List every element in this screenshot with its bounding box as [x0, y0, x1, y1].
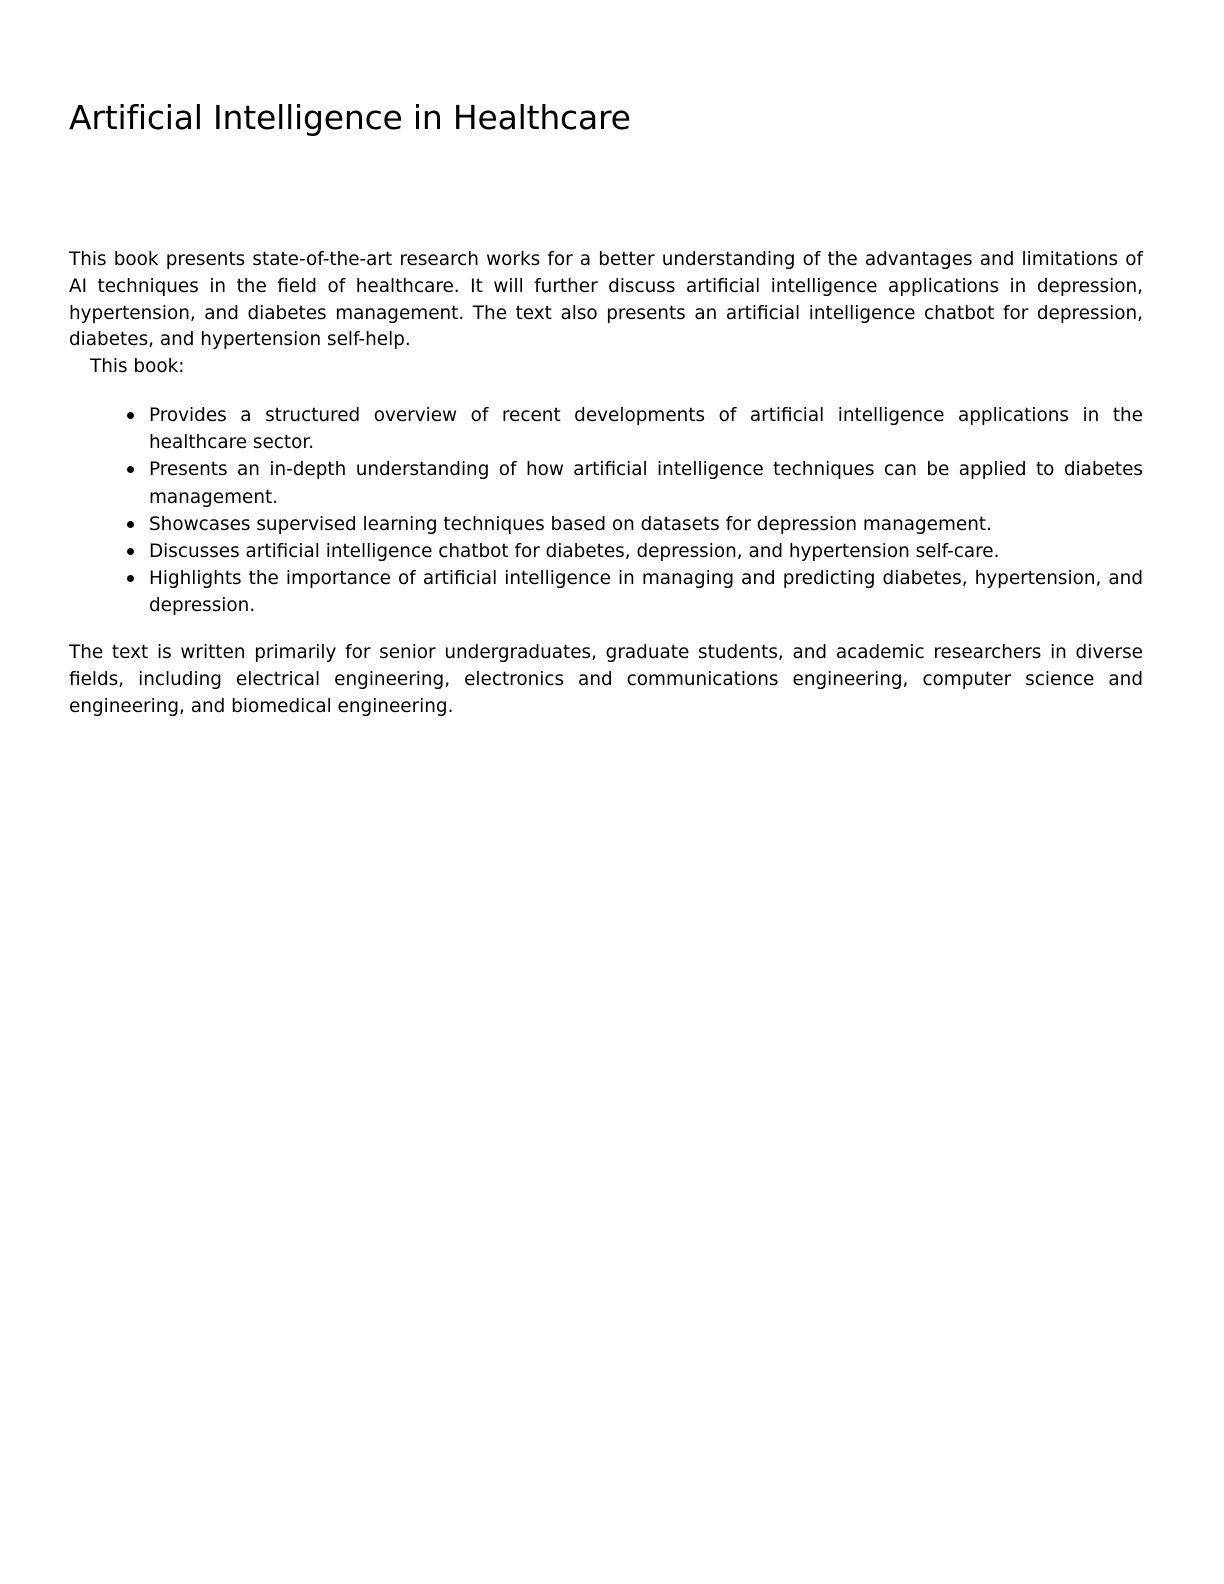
- list-item-text: Highlights the importance of artificial intelligence in managing and predicting diabetes, hypertension, and depression.: [149, 568, 1143, 617]
- feature-list: [69, 402, 1143, 620]
- list-item: [69, 565, 1143, 619]
- list-item-text: Showcases supervised learning techniques based on datasets for depression management.: [149, 513, 992, 535]
- closing-paragraph: The text is written primarily for senior undergraduates, graduate students, and academic researchers in diverse fields, including electrical engineering, electronics and communications engineering, computer science and engineering, and biomedical engineering.: [69, 642, 1143, 717]
- list-item: [69, 456, 1143, 510]
- bullet-icon: [127, 575, 134, 582]
- list-item-text: Presents an in-depth understanding of how artificial intelligence techniques can be applied to diabetes management.: [149, 459, 1143, 508]
- bullet-icon: [127, 521, 134, 528]
- list-item: [69, 511, 1143, 538]
- list-item-text: Provides a structured overview of recent developments of artificial intelligence applications in the healthcare sector.: [149, 405, 1143, 454]
- book-title: Artificial Intelligence in Healthcare: [69, 98, 631, 137]
- bullet-icon: [127, 466, 134, 473]
- list-item: [69, 538, 1143, 565]
- bullet-icon: [127, 548, 134, 555]
- list-item: [69, 402, 1143, 456]
- list-item-text: Discusses artificial intelligence chatbot for diabetes, depression, and hypertension self-care.: [149, 541, 1000, 563]
- intro-paragraph: This book presents state-of-the-art research works for a better understanding of the advantages and limitations of AI techniques in the field of healthcare. It will further discuss artificial intelligence applications in depression, hypertension, and diabetes management. The text also presents an artificial intelligence chatbot for depression, diabetes, and hypertension self-help.: [69, 249, 1143, 351]
- list-lead-in: This book:: [90, 356, 185, 377]
- bullet-icon: [127, 412, 134, 419]
